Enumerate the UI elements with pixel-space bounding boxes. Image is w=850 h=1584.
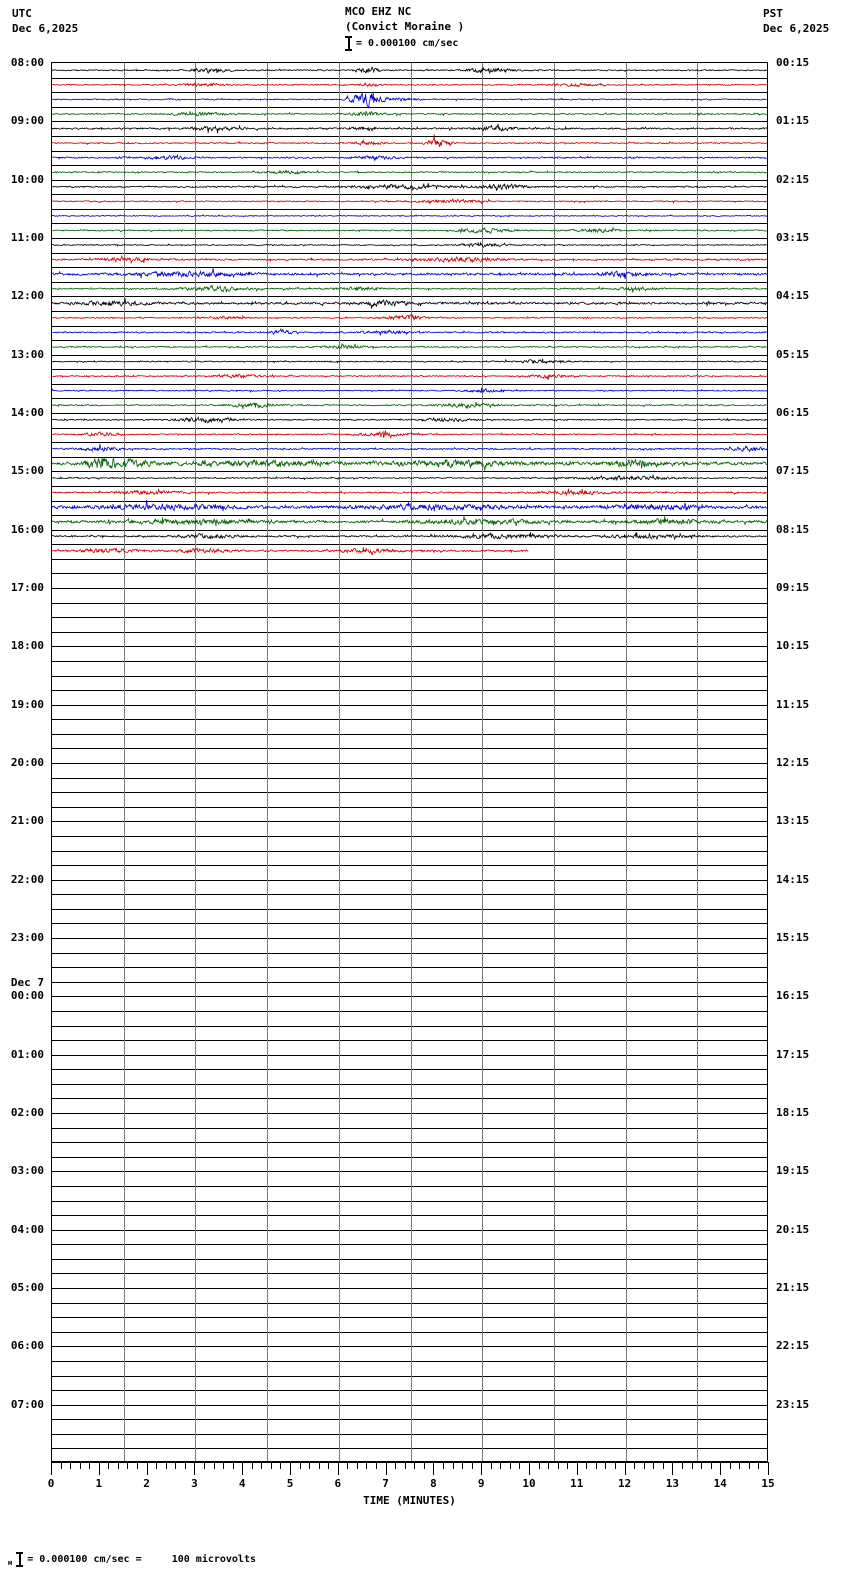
utc-time-label: 12:00 — [10, 289, 44, 303]
utc-time-label: 23:00 — [10, 931, 44, 944]
axis-tick-label: 10 — [522, 1477, 536, 1490]
axis-tick-minor — [634, 1462, 635, 1469]
seismic-trace — [52, 243, 767, 248]
axis-tick-minor — [749, 1462, 750, 1469]
axis-tick-minor — [166, 1462, 167, 1469]
axis-tick-minor — [61, 1462, 62, 1469]
axis-tick-minor — [233, 1462, 234, 1469]
axis-tick-label: 2 — [143, 1477, 150, 1490]
utc-time-label: 07:00 — [10, 1397, 44, 1411]
pst-time-label: 23:15 — [776, 1397, 810, 1411]
axis-tick-minor — [357, 1462, 358, 1469]
station-subtitle: (Convict Moraine ) — [345, 20, 465, 33]
helicorder-plot — [51, 62, 768, 1462]
axis-tick-minor — [347, 1462, 348, 1469]
axis-tick-minor — [223, 1462, 224, 1469]
utc-time-label: 08:00 — [10, 56, 44, 69]
seismic-trace — [52, 92, 767, 108]
axis-tick-minor — [319, 1462, 320, 1469]
utc-time-label: 20:00 — [10, 756, 44, 769]
seismic-trace — [52, 83, 767, 86]
axis-tick-minor — [701, 1462, 702, 1469]
date-change-label: Dec 7 — [10, 976, 44, 990]
axis-tick-major — [529, 1462, 530, 1475]
seismic-trace — [52, 134, 767, 147]
seismic-trace — [52, 298, 767, 308]
pst-time-label: 08:15 — [776, 522, 810, 536]
utc-time-label: 09:00 — [10, 114, 44, 128]
utc-time-label: 19:00 — [10, 697, 44, 711]
pst-time-label: 12:15 — [776, 756, 810, 769]
axis-tick-label: 4 — [238, 1477, 246, 1490]
axis-tick-minor — [108, 1462, 109, 1469]
seismic-trace — [52, 417, 767, 423]
axis-tick-label: 0 — [47, 1477, 55, 1490]
seismic-trace — [52, 475, 767, 481]
seismic-trace — [52, 67, 767, 73]
footer-mark-glyph: м — [8, 1558, 13, 1567]
axis-tick-minor — [567, 1462, 568, 1469]
pst-time-label: 10:15 — [776, 639, 810, 653]
seismic-trace — [52, 314, 767, 319]
axis-tick-minor — [405, 1462, 406, 1469]
seismic-trace — [52, 228, 767, 234]
seismic-trace — [52, 430, 767, 438]
axis-tick-minor — [443, 1462, 444, 1469]
seismic-trace — [52, 374, 767, 380]
axis-tick-label: 7 — [382, 1477, 389, 1490]
pst-time-label: 17:15 — [776, 1047, 810, 1061]
seismic-trace — [52, 256, 767, 263]
utc-time-labels — [0, 56, 48, 1462]
seismic-trace — [52, 329, 767, 335]
axis-tick-major — [99, 1462, 100, 1475]
axis-tick-major — [51, 1462, 52, 1475]
pst-time-label: 04:15 — [776, 289, 810, 303]
axis-tick-minor — [89, 1462, 90, 1469]
axis-tick-minor — [558, 1462, 559, 1469]
axis-tick-minor — [424, 1462, 425, 1469]
axis-tick-label: 1 — [95, 1477, 103, 1490]
seismic-trace — [52, 489, 767, 495]
axis-tick-label: 15 — [761, 1477, 775, 1490]
axis-tick-minor — [127, 1462, 128, 1469]
axis-tick-minor — [204, 1462, 205, 1469]
axis-tick-minor — [271, 1462, 272, 1469]
axis-tick-minor — [663, 1462, 664, 1469]
axis-tick-minor — [185, 1462, 186, 1469]
utc-time-label: 05:00 — [10, 1281, 44, 1294]
axis-tick-label: 11 — [570, 1477, 584, 1490]
axis-tick-minor — [395, 1462, 396, 1469]
header-utc-block — [12, 6, 78, 36]
utc-time-label: 15:00 — [10, 464, 44, 478]
axis-tick-minor — [711, 1462, 712, 1469]
axis-tick-major — [481, 1462, 482, 1475]
utc-time-label: 02:00 — [10, 1106, 44, 1119]
axis-tick-minor — [758, 1462, 759, 1469]
axis-tick-minor — [500, 1462, 501, 1469]
axis-tick-major — [433, 1462, 434, 1475]
station-title: MCO EHZ NC — [345, 5, 412, 18]
utc-time-label: 16:00 — [10, 522, 44, 536]
seismic-trace — [52, 111, 767, 116]
axis-tick-minor — [175, 1462, 176, 1469]
seismic-trace — [52, 388, 767, 393]
seismic-trace — [52, 500, 767, 511]
pst-time-label: 19:15 — [776, 1164, 810, 1178]
axis-tick-minor — [491, 1462, 492, 1469]
axis-tick-minor — [70, 1462, 71, 1469]
utc-time-label: 11:00 — [10, 231, 44, 244]
axis-tick-minor — [309, 1462, 310, 1469]
pst-time-label: 14:15 — [776, 872, 810, 886]
utc-time-label: 01:00 — [10, 1047, 44, 1061]
footer-ibeam-icon — [16, 1552, 23, 1567]
scale-bar-text: = 0.000100 cm/sec — [356, 38, 459, 49]
axis-tick-minor — [366, 1462, 367, 1469]
pst-time-label: 07:15 — [776, 464, 810, 478]
pst-time-label: 00:15 — [776, 56, 810, 69]
utc-time-label: 03:00 — [10, 1164, 44, 1178]
pst-time-label: 01:15 — [776, 114, 810, 128]
pst-time-label: 03:15 — [776, 231, 810, 244]
axis-tick-minor — [519, 1462, 520, 1469]
seismic-trace — [52, 124, 767, 133]
axis-tick-label: 5 — [286, 1477, 294, 1490]
pst-time-label: 11:15 — [776, 697, 810, 711]
axis-tick-major — [768, 1462, 769, 1475]
pst-time-label: 15:15 — [776, 931, 810, 944]
utc-time-label: 00:00 — [10, 989, 44, 1003]
seismic-trace — [52, 359, 767, 364]
header-utc-date: Dec 6,2025 — [12, 22, 79, 35]
axis-tick-minor — [682, 1462, 683, 1469]
axis-tick-minor — [739, 1462, 740, 1469]
axis-tick-minor — [156, 1462, 157, 1469]
utc-time-label: 22:00 — [10, 872, 44, 886]
axis-tick-major — [386, 1462, 387, 1475]
axis-tick-major — [672, 1462, 673, 1475]
axis-tick-label: 3 — [191, 1477, 198, 1490]
axis-tick-minor — [328, 1462, 329, 1469]
axis-tick-minor — [539, 1462, 540, 1469]
pst-time-label: 22:15 — [776, 1339, 810, 1353]
seismic-trace — [52, 516, 767, 526]
scale-bar — [345, 36, 458, 51]
axis-tick-major — [338, 1462, 339, 1475]
footer-text: = 0.000100 cm/sec = 100 microvolts — [27, 1554, 256, 1565]
header-pst-block — [763, 6, 829, 36]
seismic-trace — [52, 402, 767, 409]
pst-time-label: 05:15 — [776, 347, 810, 361]
seismic-trace — [52, 285, 767, 293]
footer-scale-note — [8, 1552, 256, 1567]
axis-tick-minor — [596, 1462, 597, 1469]
axis-tick-minor — [510, 1462, 511, 1469]
axis-tick-minor — [453, 1462, 454, 1469]
axis-tick-major — [147, 1462, 148, 1475]
utc-time-label: 13:00 — [10, 347, 44, 361]
axis-tick-minor — [692, 1462, 693, 1469]
axis-tick-minor — [214, 1462, 215, 1469]
pst-time-label: 02:15 — [776, 172, 810, 186]
axis-tick-minor — [252, 1462, 253, 1469]
axis-tick-major — [720, 1462, 721, 1475]
utc-time-label: 21:00 — [10, 814, 44, 828]
axis-tick-label: 8 — [430, 1477, 437, 1490]
seismic-trace — [52, 344, 767, 349]
axis-tick-minor — [548, 1462, 549, 1469]
utc-time-label: 17:00 — [10, 581, 44, 594]
seismic-traces — [52, 63, 767, 1461]
pst-time-label: 18:15 — [776, 1106, 810, 1119]
pst-time-label: 09:15 — [776, 581, 810, 594]
header-utc-label: UTC — [12, 7, 32, 20]
axis-tick-minor — [586, 1462, 587, 1469]
utc-time-label: 10:00 — [10, 172, 44, 186]
axis-tick-minor — [300, 1462, 301, 1469]
seismic-trace — [52, 155, 767, 160]
axis-tick-minor — [376, 1462, 377, 1469]
utc-time-label: 18:00 — [10, 639, 44, 653]
seismic-trace — [52, 183, 767, 191]
axis-tick-minor — [462, 1462, 463, 1469]
pst-time-label: 21:15 — [776, 1281, 810, 1294]
seismic-trace — [52, 547, 528, 555]
axis-tick-minor — [280, 1462, 281, 1469]
axis-tick-major — [242, 1462, 243, 1475]
pst-time-label: 20:15 — [776, 1222, 810, 1236]
axis-tick-minor — [644, 1462, 645, 1469]
axis-tick-label: 6 — [334, 1477, 342, 1490]
seismic-trace — [52, 215, 767, 217]
pst-time-label: 06:15 — [776, 406, 810, 419]
axis-tick-label: 13 — [665, 1477, 680, 1490]
axis-tick-major — [625, 1462, 626, 1475]
header-pst-label: PST — [763, 7, 783, 20]
axis-tick-minor — [118, 1462, 119, 1469]
utc-time-label: 06:00 — [10, 1339, 44, 1353]
pst-time-label: 16:15 — [776, 989, 810, 1003]
pst-time-labels — [772, 56, 850, 1462]
axis-tick-label: 9 — [477, 1477, 485, 1490]
axis-tick-major — [290, 1462, 291, 1475]
scale-ibeam-icon — [345, 36, 352, 51]
utc-time-label: 14:00 — [10, 406, 44, 419]
x-axis-ticks — [51, 1462, 768, 1476]
seismic-trace — [52, 532, 767, 539]
axis-tick-minor — [605, 1462, 606, 1469]
axis-tick-minor — [80, 1462, 81, 1469]
seismic-trace — [52, 444, 767, 451]
header-pst-date: Dec 6,2025 — [763, 22, 830, 35]
axis-tick-minor — [730, 1462, 731, 1469]
x-axis-title: TIME (MINUTES) — [363, 1494, 456, 1507]
axis-tick-major — [194, 1462, 195, 1475]
axis-tick-minor — [653, 1462, 654, 1469]
seismic-trace — [52, 268, 767, 279]
utc-time-label: 04:00 — [10, 1222, 44, 1236]
axis-tick-label: 12 — [617, 1477, 632, 1490]
axis-tick-minor — [472, 1462, 473, 1469]
seismic-trace — [52, 171, 767, 174]
axis-tick-minor — [615, 1462, 616, 1469]
seismic-trace — [52, 199, 767, 203]
pst-time-label: 13:15 — [776, 814, 810, 828]
axis-tick-minor — [261, 1462, 262, 1469]
seismic-trace — [52, 457, 767, 470]
axis-tick-minor — [137, 1462, 138, 1469]
axis-tick-minor — [414, 1462, 415, 1469]
axis-tick-label: 14 — [713, 1477, 727, 1490]
axis-tick-major — [577, 1462, 578, 1475]
